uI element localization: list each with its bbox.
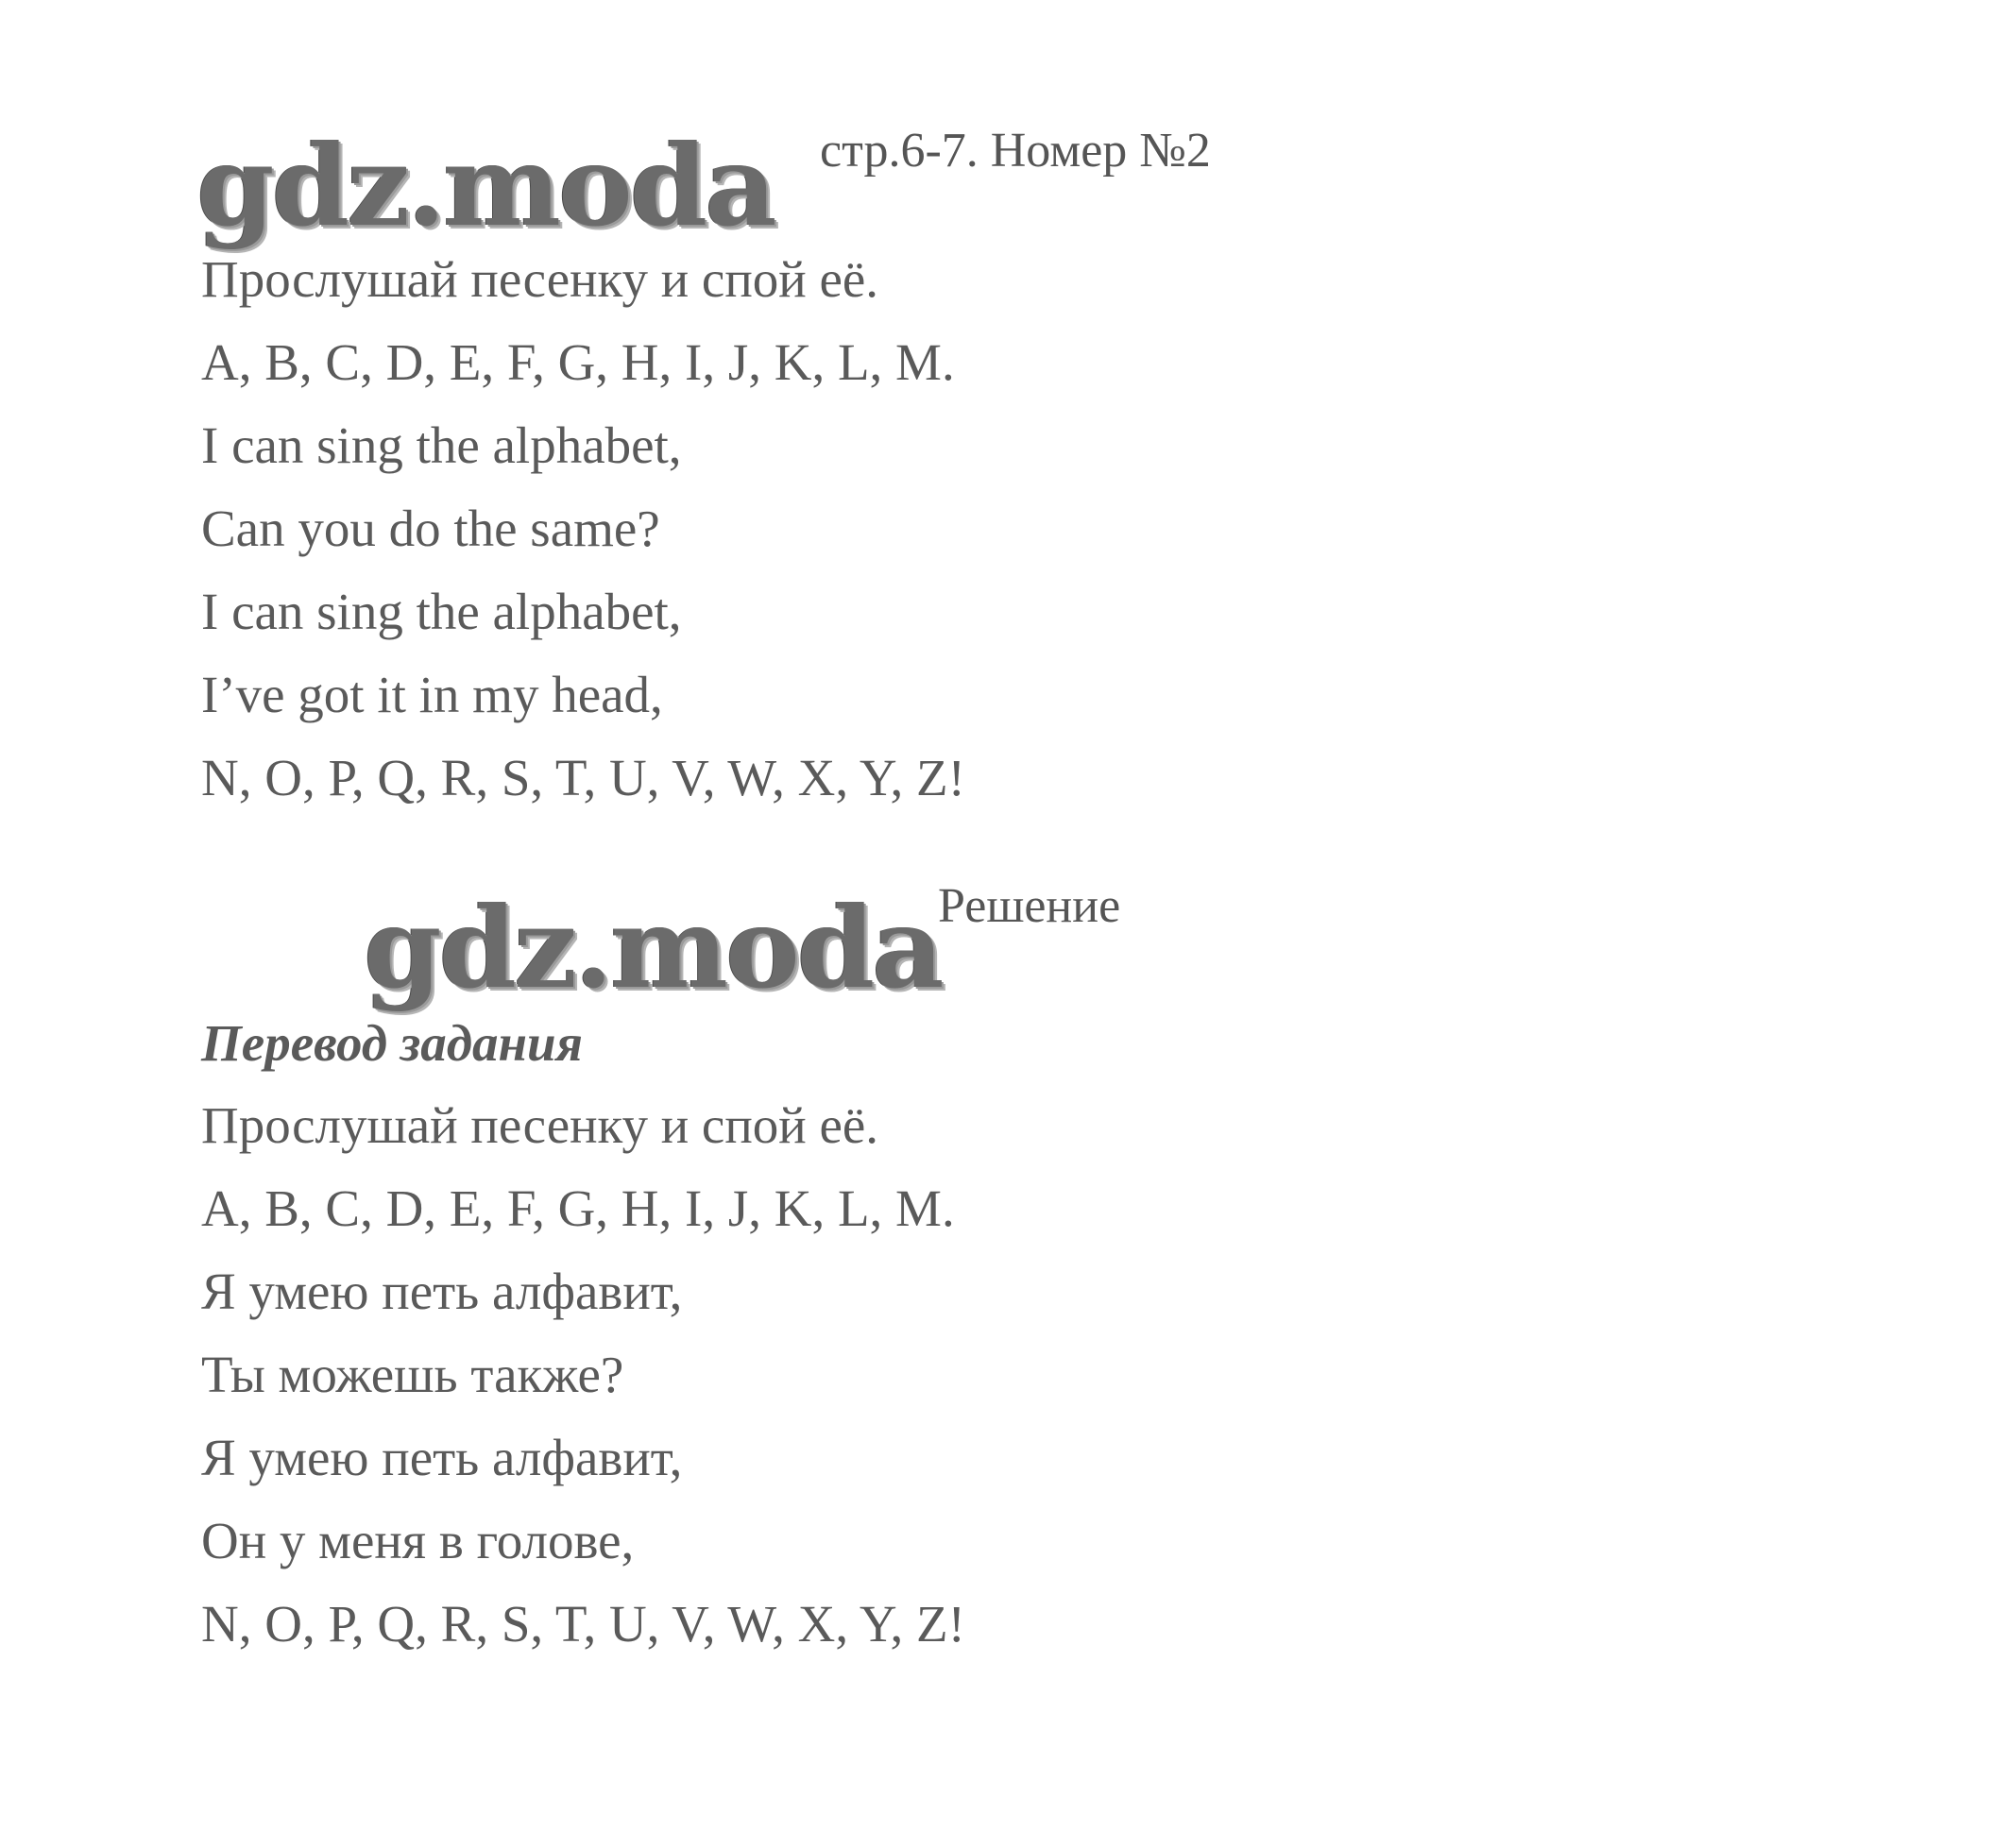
task-line: N, O, P, Q, R, S, T, U, V, W, X, Y, Z! xyxy=(201,749,965,806)
task-line: I can sing the alphabet, xyxy=(201,583,682,640)
solution-line: Ты можешь также? xyxy=(201,1346,624,1403)
solution-line: N, O, P, Q, R, S, T, U, V, W, X, Y, Z! xyxy=(201,1595,965,1653)
solution-line: Я умею петь алфавит, xyxy=(201,1263,683,1320)
solution-line: Он у меня в голове, xyxy=(201,1512,635,1569)
solution-line: A, B, C, D, E, F, G, H, I, J, K, L, M. xyxy=(201,1179,955,1237)
translation-heading: Перевод задания xyxy=(201,1014,583,1072)
solution-label: Решение xyxy=(938,879,1121,933)
task-line: A, B, C, D, E, F, G, H, I, J, K, L, M. xyxy=(201,333,955,391)
task-line: I’ve got it in my head, xyxy=(201,666,663,723)
solution-line: Прослушай песенку и спой её. xyxy=(201,1096,879,1154)
solution-line: Я умею петь алфавит, xyxy=(201,1429,683,1486)
task-line: I can sing the alphabet, xyxy=(201,416,682,474)
task-line: Can you do the same? xyxy=(201,500,660,557)
task-line: Прослушай песенку и спой её. xyxy=(201,250,879,308)
page-reference: стр.6-7. Номер №2 xyxy=(820,124,1211,178)
watermark-logo: gdz.moda xyxy=(196,120,775,251)
watermark-logo: gdz.moda xyxy=(364,882,942,1013)
